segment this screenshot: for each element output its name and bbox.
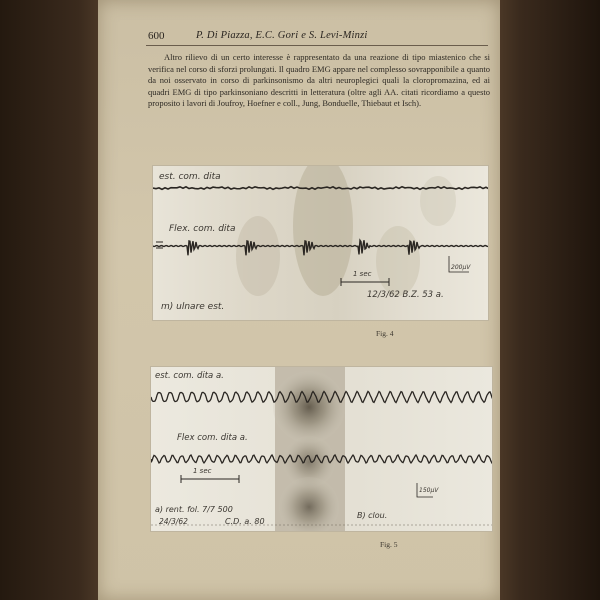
fig5-trace1-label: est. com. dita a. (155, 371, 224, 381)
fig4-date-label: 12/3/62 B.Z. 53 a. (367, 290, 444, 300)
fig4-scale-label: 1 sec (353, 270, 372, 278)
body-paragraph: Altro rilievo di un certo interesse è rappresentato da una reazione di tipo miastenico che si verifica nel corso di sforzi prolungati. Il quadro EMG appare nel complesso sovrapponibile a quanto da noi osservato in corso di parkinsonismo da altri neuroplegici quali la cloropromazina, ed ai quadri EMG di tipo parkinsoniano descritti in letteratura (oltre agli AA. citati ricordiamo a questo proposito i lavori di Joufroy, Hoefner e coll., Jung, Bonduelle, Thiebaut et Isch). (148, 52, 490, 109)
fig5-patient-label: C.D. a. 80 (225, 517, 265, 526)
fig5-amp-label: 150µV (419, 487, 439, 494)
background-right (500, 0, 600, 600)
running-header-authors: P. Di Piazza, E.C. Gori e S. Levi-Minzi (196, 30, 368, 41)
figure-5-emg (150, 366, 493, 532)
figure-5-caption: Fig. 5 (380, 540, 398, 549)
figure-4-emg (152, 165, 489, 321)
fig5-trace2-label: Flex com. dita a. (177, 433, 248, 443)
fig4-trace1-label: est. com. dita (159, 172, 221, 182)
book-page (98, 0, 500, 600)
fig5-scale-label: 1 sec (193, 467, 212, 475)
background-left (0, 0, 98, 600)
fig4-trace2-label: Flex. com. dita (169, 224, 236, 234)
fig5-condition-label: B) clou. (357, 511, 388, 520)
header-rule (146, 45, 488, 46)
fig5-setup-label: a) rent. fol. 7/7 500 (155, 505, 233, 514)
fig5-date-label: 24/3/62 (159, 517, 188, 526)
figure-4-caption: Fig. 4 (376, 329, 394, 338)
fig4-amp-label: 200µV (451, 264, 471, 271)
fig4-muscle-label: m) ulnare est. (161, 302, 225, 312)
page-number: 600 (148, 30, 165, 42)
